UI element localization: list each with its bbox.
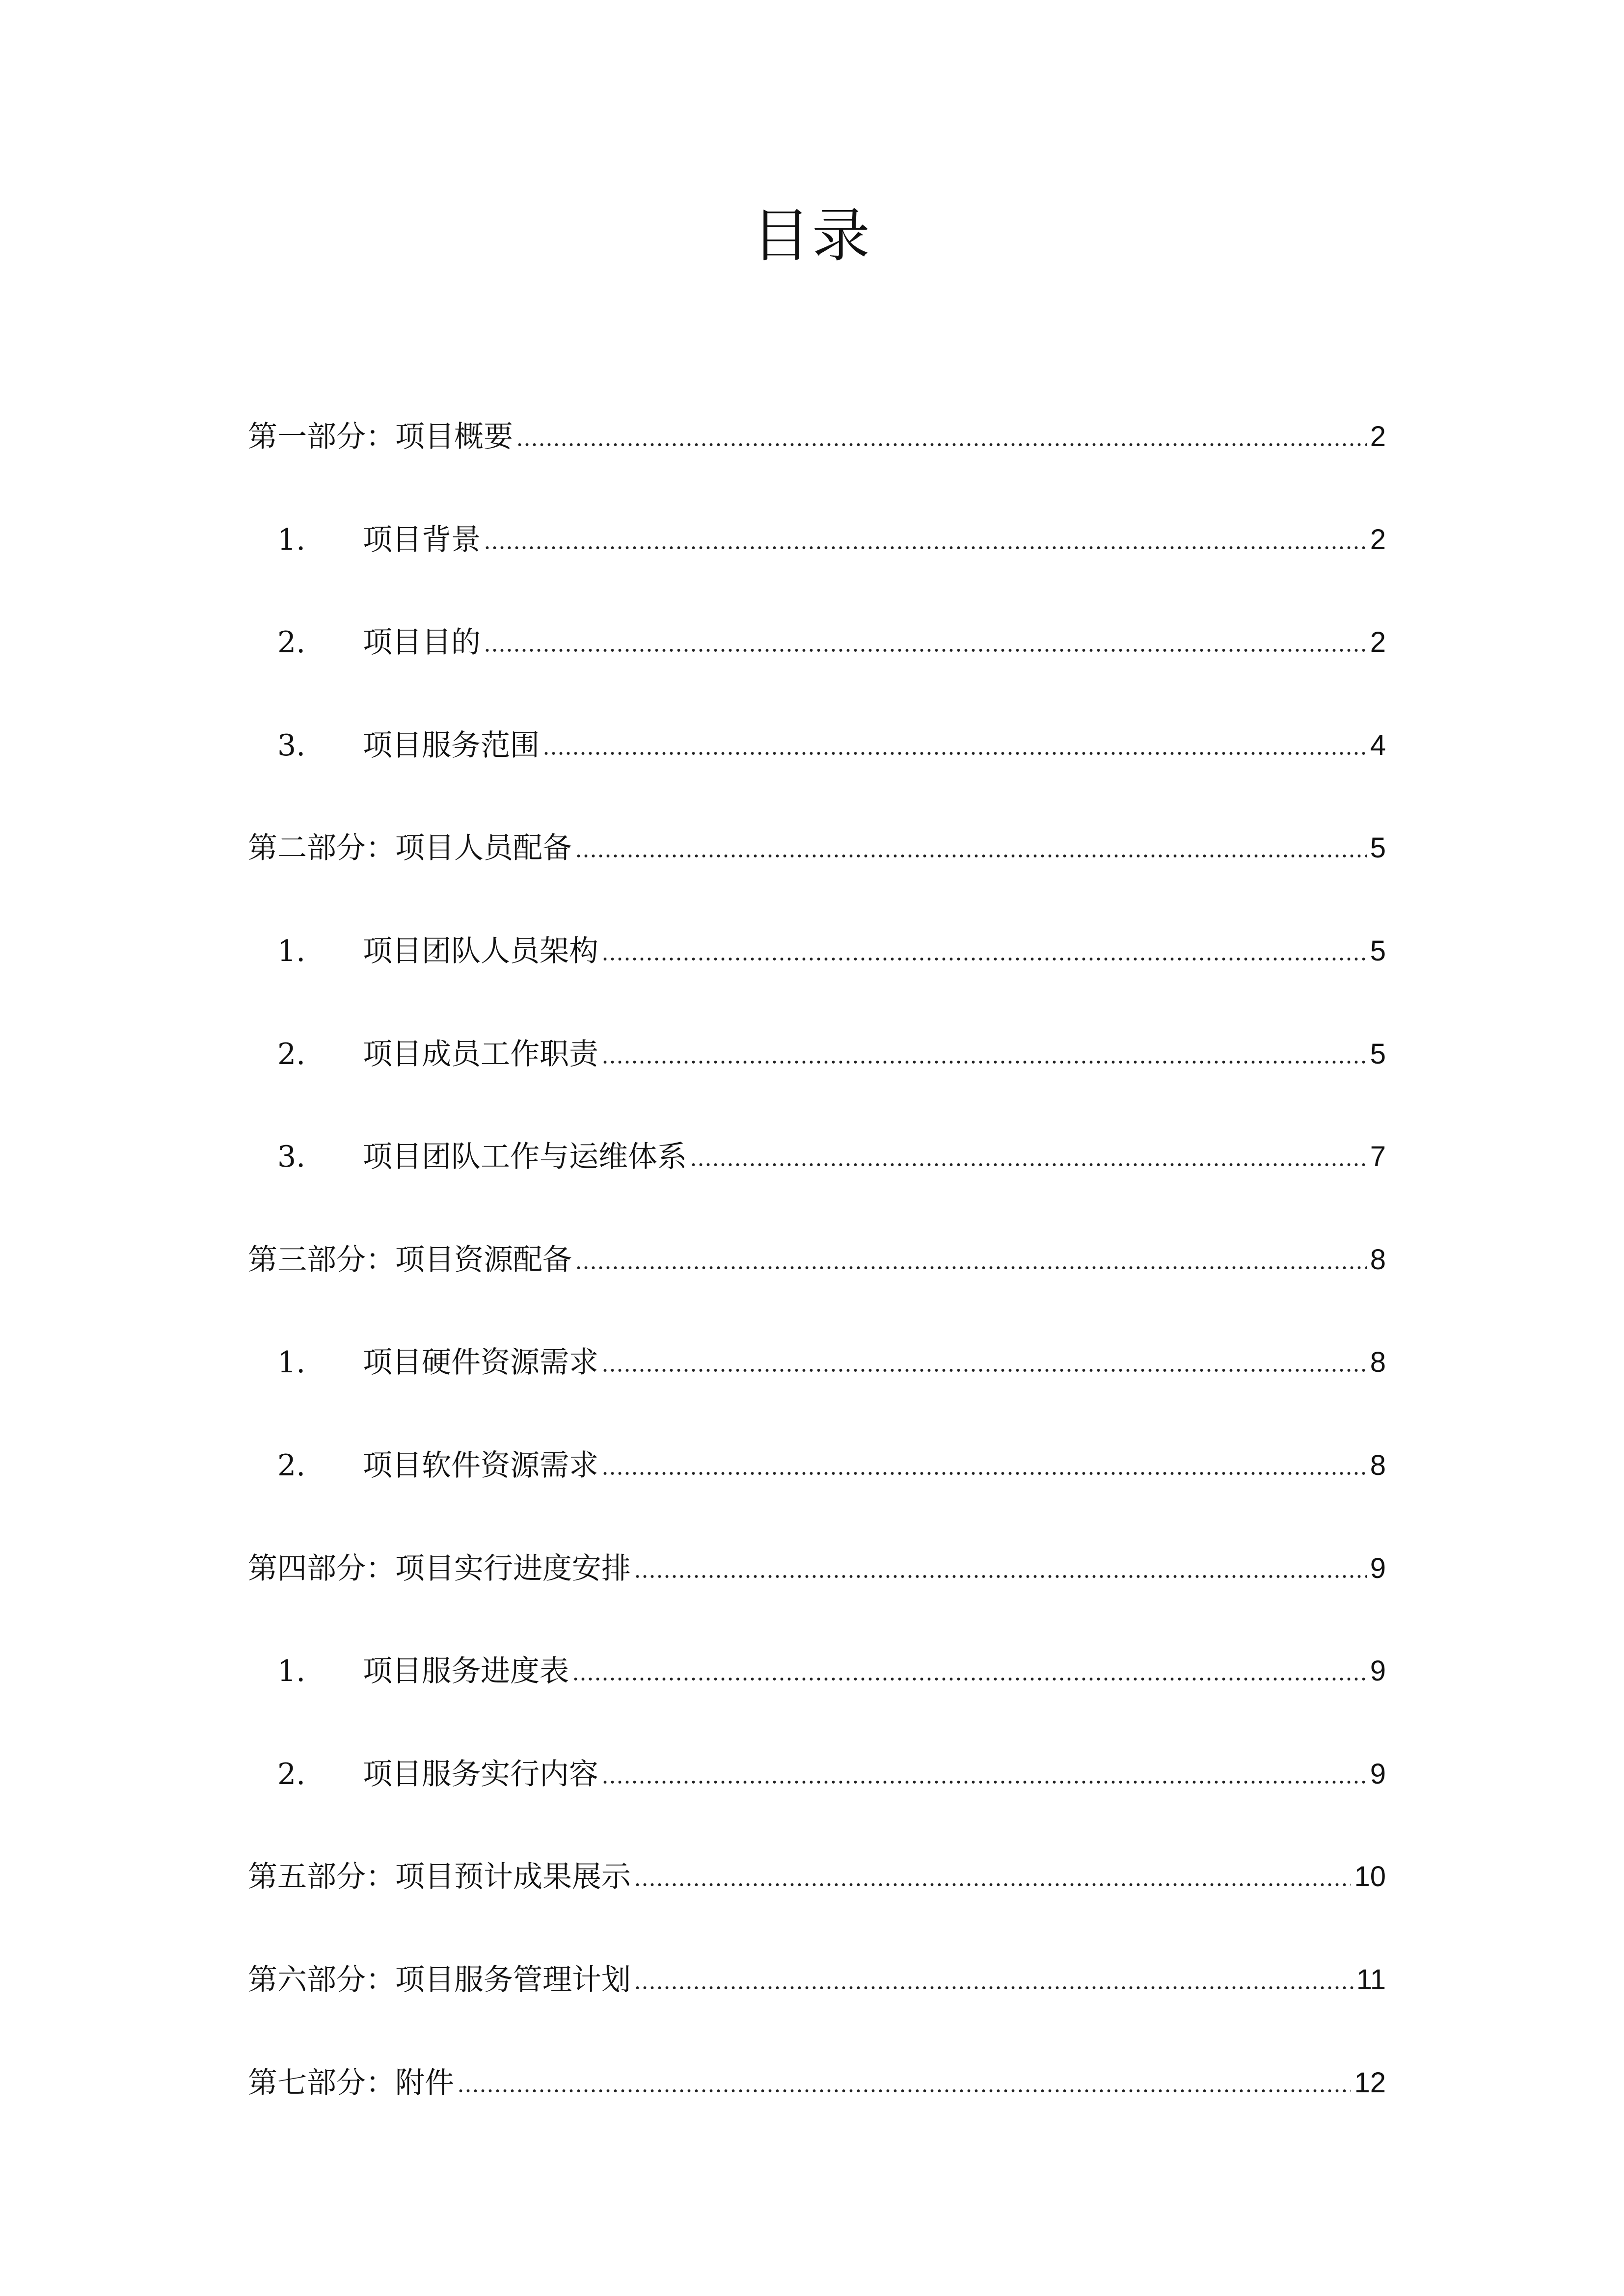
toc-subsection-entry[interactable] bbox=[248, 1637, 1386, 1691]
toc-subsection-entry[interactable] bbox=[248, 1740, 1386, 1794]
toc-dot-leader bbox=[634, 1575, 1367, 1578]
toc-entry-text: 第五部分：项目预计成果展示 bbox=[248, 1860, 631, 1894]
toc-dot-leader bbox=[484, 546, 1367, 550]
toc-page-number: 8 bbox=[1370, 1449, 1386, 1481]
toc-page-number: 9 bbox=[1370, 1655, 1386, 1687]
toc-page-number: 2 bbox=[1370, 626, 1386, 658]
toc-page-number: 2 bbox=[1370, 524, 1386, 556]
toc-page-number: 5 bbox=[1370, 832, 1386, 864]
toc-entry-text: 第一部分：项目概要 bbox=[248, 420, 513, 454]
toc-dot-leader bbox=[601, 1471, 1367, 1475]
toc-dot-leader bbox=[575, 1266, 1367, 1270]
toc-entry-text: 项目成员工作职责 bbox=[363, 1037, 598, 1071]
toc-entry-text: 第六部分：项目服务管理计划 bbox=[248, 1963, 631, 1997]
toc-dot-leader bbox=[516, 443, 1367, 447]
toc-dot-leader bbox=[484, 648, 1367, 652]
toc-dot-leader bbox=[690, 1163, 1367, 1167]
toc-entry-text: 第七部分：附件 bbox=[248, 2066, 454, 2100]
toc-section-entry[interactable] bbox=[248, 1534, 1386, 1588]
toc-subsection-entry[interactable] bbox=[248, 1020, 1386, 1074]
toc-entry-text: 项目服务范围 bbox=[363, 728, 540, 763]
toc-dot-leader bbox=[634, 1883, 1351, 1887]
toc-entry-number: 2. bbox=[277, 625, 306, 660]
toc-section-entry[interactable] bbox=[248, 1842, 1386, 1896]
toc-entry-text: 项目服务实行内容 bbox=[363, 1757, 598, 1791]
toc-dot-leader bbox=[575, 854, 1367, 858]
toc-dot-leader bbox=[601, 957, 1367, 961]
toc-page-number: 7 bbox=[1370, 1141, 1386, 1173]
toc-subsection-entry[interactable] bbox=[248, 506, 1386, 560]
toc-entry-text: 项目团队工作与运维体系 bbox=[363, 1140, 687, 1174]
toc-page-number: 12 bbox=[1354, 2067, 1386, 2099]
toc-subsection-entry[interactable] bbox=[248, 1122, 1386, 1176]
toc-section-entry[interactable] bbox=[248, 402, 1386, 456]
toc-subsection-entry[interactable] bbox=[248, 711, 1386, 765]
toc-entry-number: 1. bbox=[277, 934, 306, 968]
toc-page-number: 2 bbox=[1370, 421, 1386, 453]
toc-subsection-entry[interactable] bbox=[248, 917, 1386, 971]
toc-subsection-entry[interactable] bbox=[248, 1328, 1386, 1382]
toc-dot-leader bbox=[634, 1986, 1353, 1990]
toc-entry-number: 2. bbox=[277, 1037, 306, 1071]
toc-entry-number: 1. bbox=[277, 523, 306, 557]
toc-entry-text: 项目目的 bbox=[363, 625, 481, 660]
toc-page-number: 11 bbox=[1356, 1964, 1386, 1996]
toc-dot-leader bbox=[601, 1368, 1367, 1372]
toc-page-number: 5 bbox=[1370, 1038, 1386, 1070]
toc-subsection-entry[interactable] bbox=[248, 1431, 1386, 1485]
toc-entry-text: 第二部分：项目人员配备 bbox=[248, 831, 572, 865]
toc-page-number: 8 bbox=[1370, 1244, 1386, 1276]
toc-page-number: 9 bbox=[1370, 1758, 1386, 1790]
toc-section-entry[interactable] bbox=[248, 1226, 1386, 1280]
toc-section-entry[interactable] bbox=[248, 1946, 1386, 2000]
toc-entry-number: 1. bbox=[277, 1345, 306, 1380]
toc-entry-number: 1. bbox=[277, 1654, 306, 1688]
toc-page-number: 10 bbox=[1354, 1861, 1386, 1893]
toc-page-number: 9 bbox=[1370, 1552, 1386, 1584]
toc-entry-text: 第三部分：项目资源配备 bbox=[248, 1243, 572, 1277]
toc-dot-leader bbox=[457, 2089, 1351, 2093]
toc-entry-text: 项目硬件资源需求 bbox=[363, 1345, 598, 1380]
toc-dot-leader bbox=[601, 1060, 1367, 1064]
toc-dot-leader bbox=[601, 1780, 1367, 1784]
toc-page-number: 5 bbox=[1370, 935, 1386, 967]
toc-title: 目录 bbox=[752, 202, 872, 269]
toc-entry-number: 3. bbox=[277, 1140, 306, 1174]
toc-entry-text: 项目团队人员架构 bbox=[363, 934, 598, 968]
toc-section-entry[interactable] bbox=[248, 2049, 1386, 2103]
toc-page-number: 4 bbox=[1370, 729, 1386, 761]
toc-entry-text: 第四部分：项目实行进度安排 bbox=[248, 1551, 631, 1586]
toc-dot-leader bbox=[572, 1677, 1367, 1681]
toc-entry-number: 2. bbox=[277, 1448, 306, 1483]
toc-entry-number: 3. bbox=[277, 728, 306, 763]
toc-subsection-entry[interactable] bbox=[248, 608, 1386, 662]
toc-dot-leader bbox=[542, 751, 1367, 755]
toc-entry-text: 项目软件资源需求 bbox=[363, 1448, 598, 1483]
toc-entry-text: 项目服务进度表 bbox=[363, 1654, 569, 1688]
toc-page-number: 8 bbox=[1370, 1346, 1386, 1378]
toc-entry-text: 项目背景 bbox=[363, 523, 481, 557]
toc-entry-number: 2. bbox=[277, 1757, 306, 1791]
toc-section-entry[interactable] bbox=[248, 814, 1386, 868]
